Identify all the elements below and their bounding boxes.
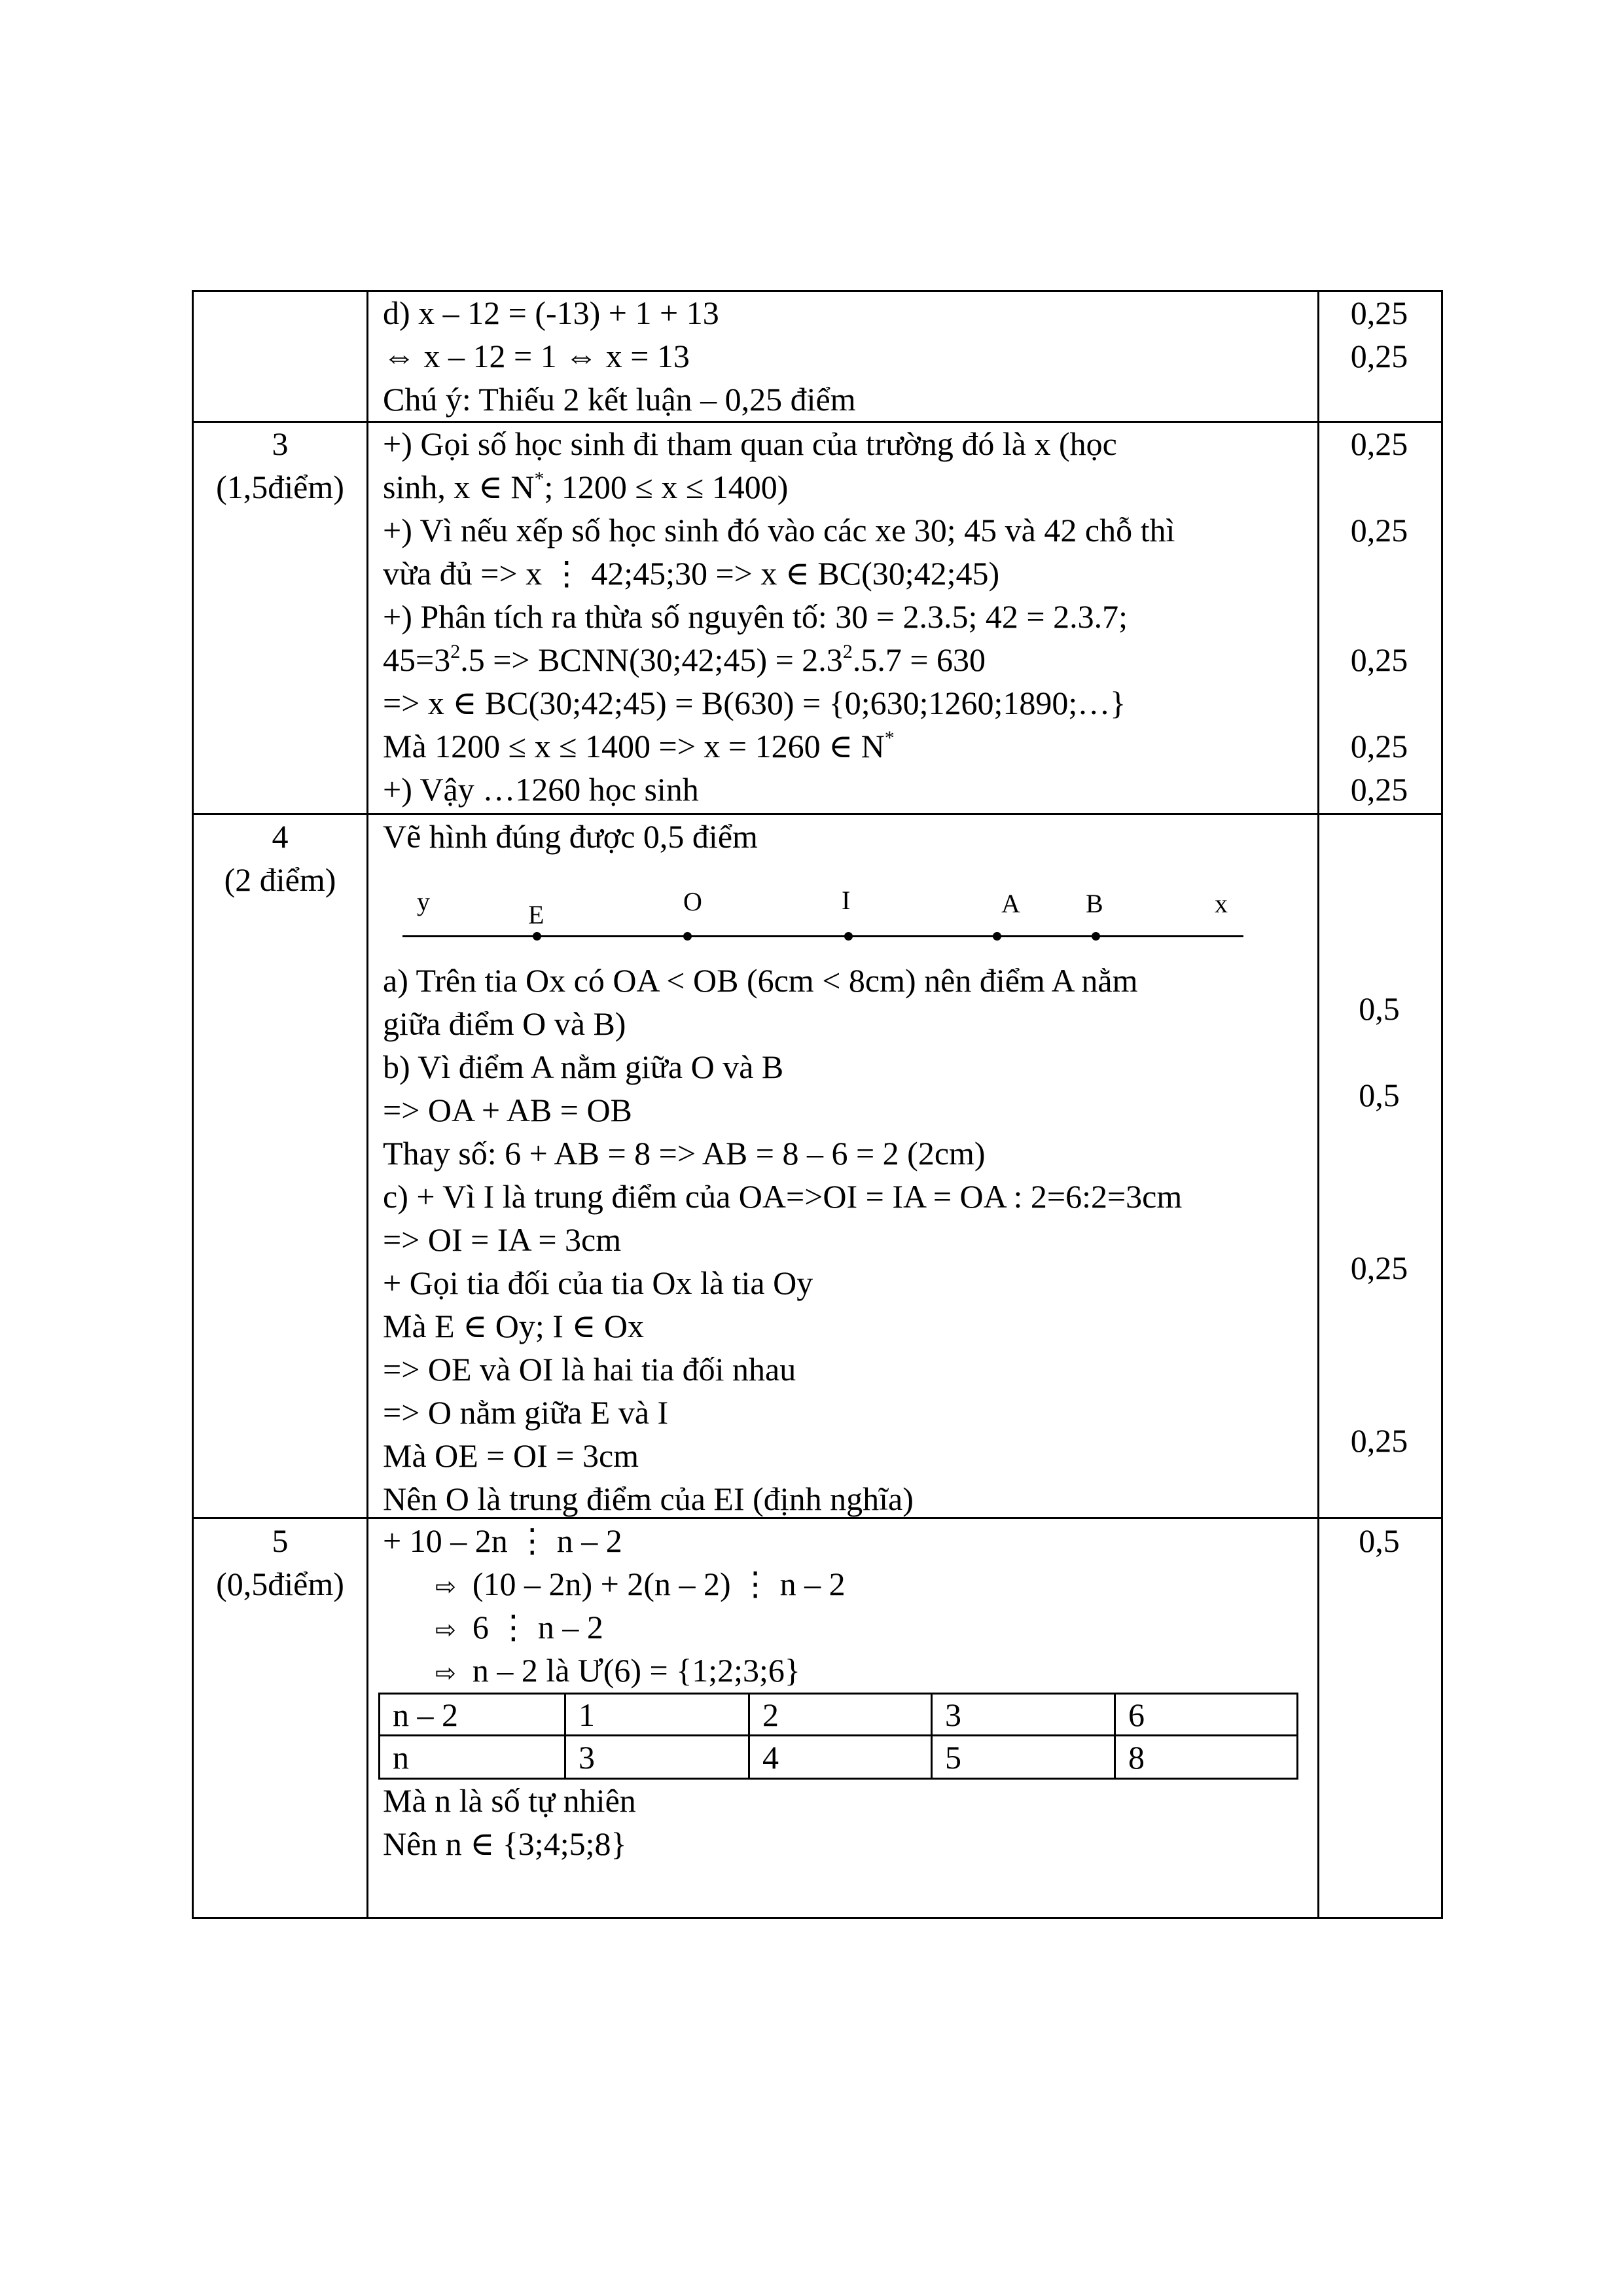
q4-c-line-8: Nên O là trung điểm của EI (định nghĩa)	[383, 1480, 914, 1517]
right-arrow-icon: ⇨	[435, 1572, 456, 1601]
q4-points: (2 điểm)	[224, 861, 336, 898]
q5-line-6: Nên n ∈ {3;4;5;8}	[383, 1825, 627, 1862]
q4-c-line-1: c) + Vì I là trung điểm của OA=>OI = IA = OA : 2=6:2=3cm	[383, 1178, 1183, 1215]
q4-b-line-2: => OA + AB = OB	[383, 1092, 632, 1128]
figure-label-O: O	[683, 887, 702, 916]
q3-line-9: +) Vậy …1260 học sinh	[383, 771, 699, 808]
q3-score-5: 0,25	[1350, 771, 1408, 808]
q4-b-line-1: b) Vì điểm A nằm giữa O và B	[383, 1049, 784, 1085]
q4-a-line-1: a) Trên tia Ox có OA < OB (6cm < 8cm) nên điểm A nằm	[383, 962, 1138, 999]
q4-c-line-3: + Gọi tia đối của tia Ox là tia Oy	[383, 1265, 813, 1301]
q4-score-4: 0,25	[1350, 1422, 1408, 1459]
q3-line-4: vừa đủ => x ⋮ 42;45;30 => x ∈ BC(30;42;45)	[383, 555, 1000, 592]
q5-table-col-0	[378, 1693, 380, 1780]
q5-table-top	[378, 1693, 1298, 1695]
q2-score-1: 0,25	[1350, 295, 1408, 331]
right-arrow-icon: ⇨	[435, 1659, 456, 1687]
figure-point-A	[993, 932, 1001, 941]
table-cell: 1	[579, 1696, 595, 1733]
q3-number: 3	[272, 425, 289, 462]
q2-line-1: d) x – 12 = (-13) + 1 + 13	[383, 295, 719, 331]
q4-score-3: 0,25	[1350, 1249, 1408, 1286]
q4-a-line-2: giữa điểm O và B)	[383, 1005, 626, 1042]
q5-table-col-1	[564, 1693, 566, 1780]
q3-score-1: 0,25	[1350, 425, 1408, 462]
table-border-top	[192, 290, 1443, 292]
q4-figure-caption: Vẽ hình đúng được 0,5 điểm	[383, 818, 758, 855]
q3-score-4: 0,25	[1350, 728, 1408, 764]
q2-score-2: 0,25	[1350, 338, 1408, 374]
q5-line-2: ⇨ (10 – 2n) + 2(n – 2) ⋮ n – 2	[435, 1566, 846, 1602]
q5-table-col-3	[931, 1693, 933, 1780]
q2-line-2: ⇔ x – 12 = 1 ⇔ x = 13	[383, 338, 690, 374]
q3-line-6: $45=3^2.5$ => BCNN(30;42;45) = $2.3^2.5.7 = 630$	[383, 641, 986, 678]
q3-line-7: => x ∈ BC(30;42;45) = B(630) = {0;630;1260;1890;…}	[383, 685, 1126, 721]
table-cell: 6	[1128, 1696, 1145, 1733]
table-cell: 5	[945, 1739, 961, 1776]
table-cell: 3	[945, 1696, 961, 1733]
q5-line-4: ⇨ n – 2 là Ư(6) = {1;2;3;6}	[435, 1652, 800, 1689]
right-arrow-icon: ⇨	[435, 1615, 456, 1644]
table-border-left	[192, 290, 194, 1919]
q4-c-line-7: Mà OE = OI = 3cm	[383, 1437, 639, 1474]
q4-c-line-2: => OI = IA = 3cm	[383, 1221, 622, 1258]
q5-table-col-5	[1296, 1693, 1298, 1780]
figure-label-E: E	[528, 900, 544, 929]
q3-score-3: 0,25	[1350, 641, 1408, 678]
q3-score-2: 0,25	[1350, 512, 1408, 548]
q5-number: 5	[272, 1522, 289, 1559]
q4-number: 4	[272, 818, 289, 855]
q5-table-col-4	[1114, 1693, 1116, 1780]
q4-c-line-4: Mà E ∈ Oy; I ∈ Ox	[383, 1308, 644, 1344]
row-separator-4	[192, 813, 1443, 815]
q3-points: (1,5điểm)	[216, 469, 344, 505]
q3-line-2: sinh, x ∈ N*; 1200 ≤ x ≤ 1400)	[383, 468, 789, 505]
figure-label-y: y	[417, 887, 430, 916]
table-cell: 2	[762, 1696, 779, 1733]
table-cell: 3	[579, 1739, 595, 1776]
q5-table-middle	[378, 1734, 1298, 1736]
figure-point-I	[844, 932, 853, 941]
q4-score-1: 0,5	[1359, 990, 1400, 1027]
figure-line-yx	[402, 935, 1243, 937]
q2-note: Chú ý: Thiếu 2 kết luận – 0,25 điểm	[383, 381, 856, 418]
q3-line-3: +) Vì nếu xếp số học sinh đó vào các xe 30; 45 và 42 chỗ thì	[383, 512, 1175, 548]
table-cell: n	[393, 1739, 409, 1776]
q5-line-5: Mà n là số tự nhiên	[383, 1782, 636, 1819]
table-border-bottom	[192, 1917, 1443, 1919]
q5-table-col-2	[748, 1693, 750, 1780]
table-cell: 8	[1128, 1739, 1145, 1776]
q5-line-1: + 10 – 2n ⋮ n – 2	[383, 1522, 622, 1559]
table-cell: 4	[762, 1739, 779, 1776]
q4-c-line-6: => O nằm giữa E và I	[383, 1394, 669, 1431]
q3-line-1: +) Gọi số học sinh đi tham quan của trường đó là x (học	[383, 425, 1117, 462]
q5-score-1: 0,5	[1359, 1522, 1400, 1559]
figure-label-x: x	[1215, 889, 1228, 918]
q5-points: (0,5điểm)	[216, 1566, 344, 1602]
q3-line-5: +) Phân tích ra thừa số nguyên tố: 30 = 2.3.5; 42 = 2.3.7;	[383, 598, 1128, 635]
q4-b-line-3: Thay số: 6 + AB = 8 => AB = 8 – 6 = 2 (2cm)	[383, 1135, 986, 1172]
figure-label-B: B	[1086, 889, 1103, 918]
figure-label-A: A	[1001, 889, 1020, 918]
figure-point-O	[683, 932, 692, 941]
figure-point-E	[533, 932, 541, 941]
q4-score-2: 0,5	[1359, 1077, 1400, 1113]
q3-line-8: Mà 1200 ≤ x ≤ 1400 => x = 1260 ∈ N*	[383, 727, 895, 764]
q4-c-line-5: => OE và OI là hai tia đối nhau	[383, 1351, 796, 1388]
q5-line-3: ⇨ 6 ⋮ n – 2	[435, 1609, 603, 1645]
table-cell: n – 2	[393, 1696, 458, 1733]
table-border-right	[1441, 290, 1443, 1919]
figure-point-B	[1092, 932, 1100, 941]
table-divider-question	[366, 290, 368, 1919]
figure-label-I: I	[842, 886, 851, 915]
